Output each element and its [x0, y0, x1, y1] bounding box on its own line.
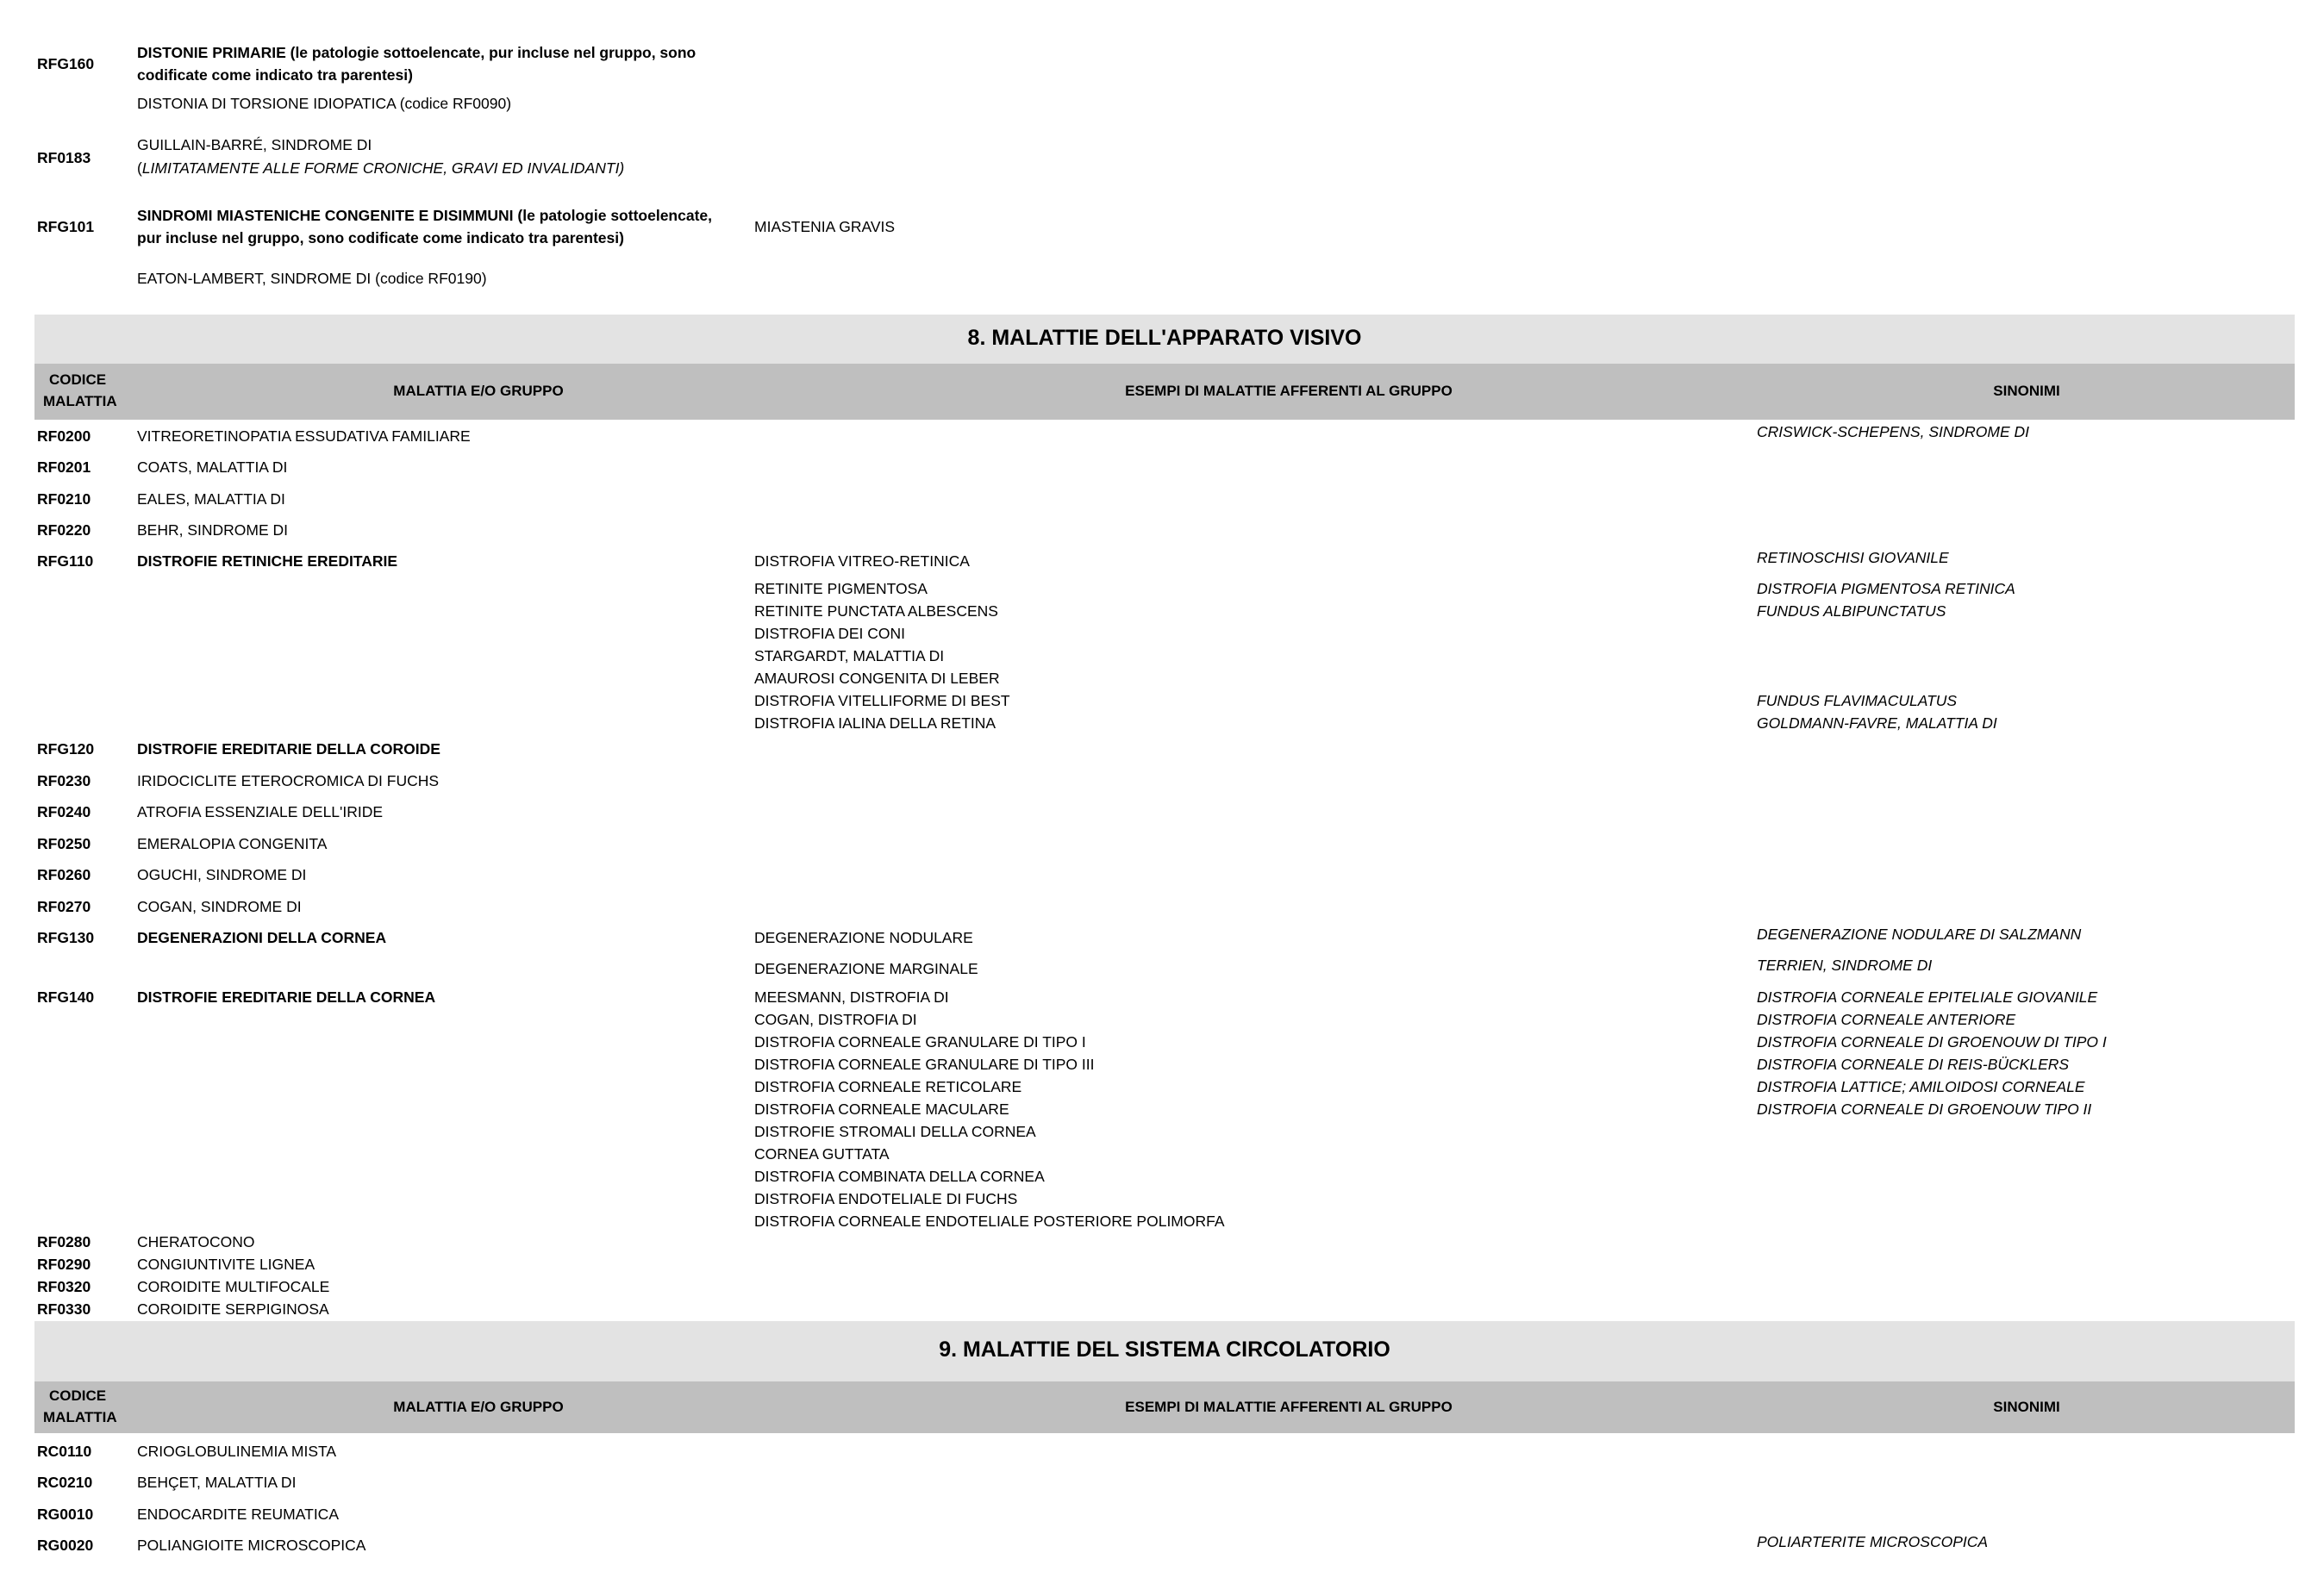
code-cell: RC0210 — [37, 1474, 93, 1491]
disease-cell: COATS, MALATTIA DI — [137, 458, 288, 476]
code-cell: RF0240 — [37, 803, 91, 820]
name-rfg101-line2: pur incluse nel gruppo, sono codificate come indicato tra parentesi) — [137, 229, 624, 246]
disease-cell: VITREORETINOPATIA ESSUDATIVA FAMILIARE — [137, 427, 471, 445]
synonym-item: DEGENERAZIONE NODULARE DI SALZMANN — [1757, 926, 2082, 943]
code-cell: RF0290 — [37, 1256, 91, 1273]
code-cell: RF0201 — [37, 458, 91, 476]
synonym-item: FUNDUS FLAVIMACULATUS — [1757, 692, 1958, 709]
example-item: DISTROFIE STROMALI DELLA CORNEA — [754, 1123, 1036, 1140]
disease-cell: CONGIUNTIVITE LIGNEA — [137, 1256, 315, 1273]
example-item: CORNEA GUTTATA — [754, 1145, 890, 1163]
disease-cell: ENDOCARDITE REUMATICA — [137, 1506, 339, 1523]
name-rfg101-line1: SINDROMI MIASTENICHE CONGENITE E DISIMMUNI (le patologie sottoelencate, — [137, 207, 712, 224]
disease-cell: EALES, MALATTIA DI — [137, 490, 285, 508]
sub-rfg160: DISTONIA DI TORSIONE IDIOPATICA (codice RF0090) — [137, 95, 512, 112]
example-item: STARGARDT, MALATTIA DI — [754, 647, 945, 664]
synonym-cell: CRISWICK-SCHEPENS, SINDROME DI — [1757, 423, 2029, 440]
sub-rfg101: EATON-LAMBERT, SINDROME DI (codice RF0190) — [137, 270, 487, 287]
example-item: DISTROFIA VITREO-RETINICA — [754, 552, 970, 570]
disease-cell: DISTROFIE EREDITARIE DELLA CORNEA — [137, 988, 436, 1006]
example-item: DISTROFIA COMBINATA DELLA CORNEA — [754, 1168, 1045, 1185]
section-8-header-row — [34, 364, 2295, 420]
name-rfg160-line2: codificate come indicato tra parentesi) — [137, 66, 413, 84]
example-rfg101: MIASTENIA GRAVIS — [754, 218, 896, 235]
example-item: DISTROFIA IALINA DELLA RETINA — [754, 714, 996, 732]
header-examples: ESEMPI DI MALATTIE AFFERENTI AL GRUPPO — [1125, 383, 1452, 399]
code-cell: RG0020 — [37, 1537, 94, 1554]
example-item: DISTROFIA DEI CONI — [754, 625, 906, 642]
code-cell: RF0270 — [37, 898, 91, 915]
header-synonyms: SINONIMI — [1993, 383, 2060, 399]
header-disease: MALATTIA E/O GRUPPO — [393, 383, 564, 399]
code-rf0183: RF0183 — [37, 149, 91, 166]
code-cell: RF0330 — [37, 1300, 91, 1318]
example-item: DISTROFIA CORNEALE RETICOLARE — [754, 1078, 1022, 1095]
code-cell: RC0110 — [37, 1443, 92, 1460]
disease-cell: BEHÇET, MALATTIA DI — [137, 1474, 297, 1491]
example-item: DEGENERAZIONE NODULARE — [754, 929, 973, 946]
disease-cell: POLIANGIOITE MICROSCOPICA — [137, 1537, 366, 1554]
example-item: RETINITE PIGMENTOSA — [754, 580, 928, 597]
code-cell: RFG130 — [37, 929, 95, 946]
section-9-title-band — [34, 1321, 2295, 1381]
example-item: DISTROFIA CORNEALE MACULARE — [754, 1101, 1009, 1118]
synonym-item: FUNDUS ALBIPUNCTATUS — [1757, 602, 1946, 620]
code-cell: RF0220 — [37, 521, 91, 539]
code-cell: RFG140 — [37, 988, 95, 1006]
code-cell: RF0230 — [37, 772, 91, 789]
example-item: DEGENERAZIONE MARGINALE — [754, 960, 978, 977]
header-code: CODICE MALATTIA — [43, 371, 117, 409]
disease-cell: IRIDOCICLITE ETEROCROMICA DI FUCHS — [137, 772, 440, 789]
disease-cell: CRIOGLOBULINEMIA MISTA — [137, 1443, 337, 1460]
disease-cell: DEGENERAZIONI DELLA CORNEA — [137, 929, 387, 946]
header-code: CODICE MALATTIA — [43, 1387, 117, 1425]
synonym-item: DISTROFIA CORNEALE DI GROENOUW DI TIPO I — [1757, 1033, 2107, 1051]
disease-cell: COROIDITE SERPIGINOSA — [137, 1300, 329, 1318]
example-item: DISTROFIA CORNEALE ENDOTELIALE POSTERIORE POLIMORFA — [754, 1213, 1225, 1230]
name-rfg160-line1: DISTONIE PRIMARIE (le patologie sottoelencate, pur incluse nel gruppo, sono — [137, 44, 697, 61]
synonym-item: DISTROFIA CORNEALE DI REIS-BÜCKLERS — [1757, 1056, 2070, 1073]
code-cell: RF0260 — [37, 866, 91, 883]
header-disease: MALATTIA E/O GRUPPO — [393, 1399, 564, 1415]
disease-cell: DISTROFIE RETINICHE EREDITARIE — [137, 552, 398, 570]
synonym-cell: POLIARTERITE MICROSCOPICA — [1757, 1533, 1989, 1550]
section-9-header-row — [34, 1381, 2295, 1433]
example-item: MEESMANN, DISTROFIA DI — [754, 988, 949, 1006]
code-cell: RF0200 — [37, 427, 91, 445]
disease-cell: CHERATOCONO — [137, 1233, 255, 1250]
synonym-item: DISTROFIA PIGMENTOSA RETINICA — [1757, 580, 2015, 597]
synonym-item: DISTROFIA CORNEALE ANTERIORE — [1757, 1011, 2016, 1028]
code-rfg101: RFG101 — [37, 218, 95, 235]
code-cell: RFG110 — [37, 552, 94, 570]
synonym-item: DISTROFIA CORNEALE DI GROENOUW TIPO II — [1757, 1101, 2092, 1118]
example-item: DISTROFIA CORNEALE GRANULARE DI TIPO III — [754, 1056, 1095, 1073]
note-rf0183: (LIMITATAMENTE ALLE FORME CRONICHE, GRAVI ED INVALIDANTI) — [137, 159, 625, 177]
section-8-title: 8. MALATTIE DELL'APPARATO VISIVO — [967, 326, 1362, 350]
disease-cell: OGUCHI, SINDROME DI — [137, 866, 307, 883]
synonym-item: RETINOSCHISI GIOVANILE — [1757, 549, 1949, 566]
code-cell: RG0010 — [37, 1506, 94, 1523]
example-item: DISTROFIA VITELLIFORME DI BEST — [754, 692, 1010, 709]
code-cell: RF0320 — [37, 1278, 91, 1295]
header-synonyms: SINONIMI — [1993, 1399, 2060, 1415]
example-item: COGAN, DISTROFIA DI — [754, 1011, 917, 1028]
header-examples: ESEMPI DI MALATTIE AFFERENTI AL GRUPPO — [1125, 1399, 1452, 1415]
example-item: DISTROFIA ENDOTELIALE DI FUCHS — [754, 1190, 1018, 1207]
name-rf0183: GUILLAIN-BARRÉ, SINDROME DI — [137, 136, 372, 153]
section-8-title-band — [34, 315, 2295, 364]
disease-cell: DISTROFIE EREDITARIE DELLA COROIDE — [137, 740, 440, 758]
section-9-title: 9. MALATTIE DEL SISTEMA CIRCOLATORIO — [939, 1337, 1390, 1362]
synonym-item: TERRIEN, SINDROME DI — [1757, 957, 1933, 974]
code-cell: RF0280 — [37, 1233, 91, 1250]
disease-cell: EMERALOPIA CONGENITA — [137, 835, 328, 852]
code-cell: RF0210 — [37, 490, 91, 508]
synonym-item: DISTROFIA CORNEALE EPITELIALE GIOVANILE — [1757, 988, 2098, 1006]
synonym-item: GOLDMANN-FAVRE, MALATTIA DI — [1757, 714, 1997, 732]
synonym-item: DISTROFIA LATTICE; AMILOIDOSI CORNEALE — [1757, 1078, 2085, 1095]
example-item: RETINITE PUNCTATA ALBESCENS — [754, 602, 998, 620]
example-item: AMAUROSI CONGENITA DI LEBER — [754, 670, 1000, 687]
disease-cell: COGAN, SINDROME DI — [137, 898, 302, 915]
code-cell: RF0250 — [37, 835, 91, 852]
disease-cell: BEHR, SINDROME DI — [137, 521, 289, 539]
code-cell: RFG120 — [37, 740, 95, 758]
code-rfg160: RFG160 — [37, 55, 95, 72]
example-item: DISTROFIA CORNEALE GRANULARE DI TIPO I — [754, 1033, 1086, 1051]
disease-cell: ATROFIA ESSENZIALE DELL'IRIDE — [137, 803, 384, 820]
disease-cell: COROIDITE MULTIFOCALE — [137, 1278, 330, 1295]
